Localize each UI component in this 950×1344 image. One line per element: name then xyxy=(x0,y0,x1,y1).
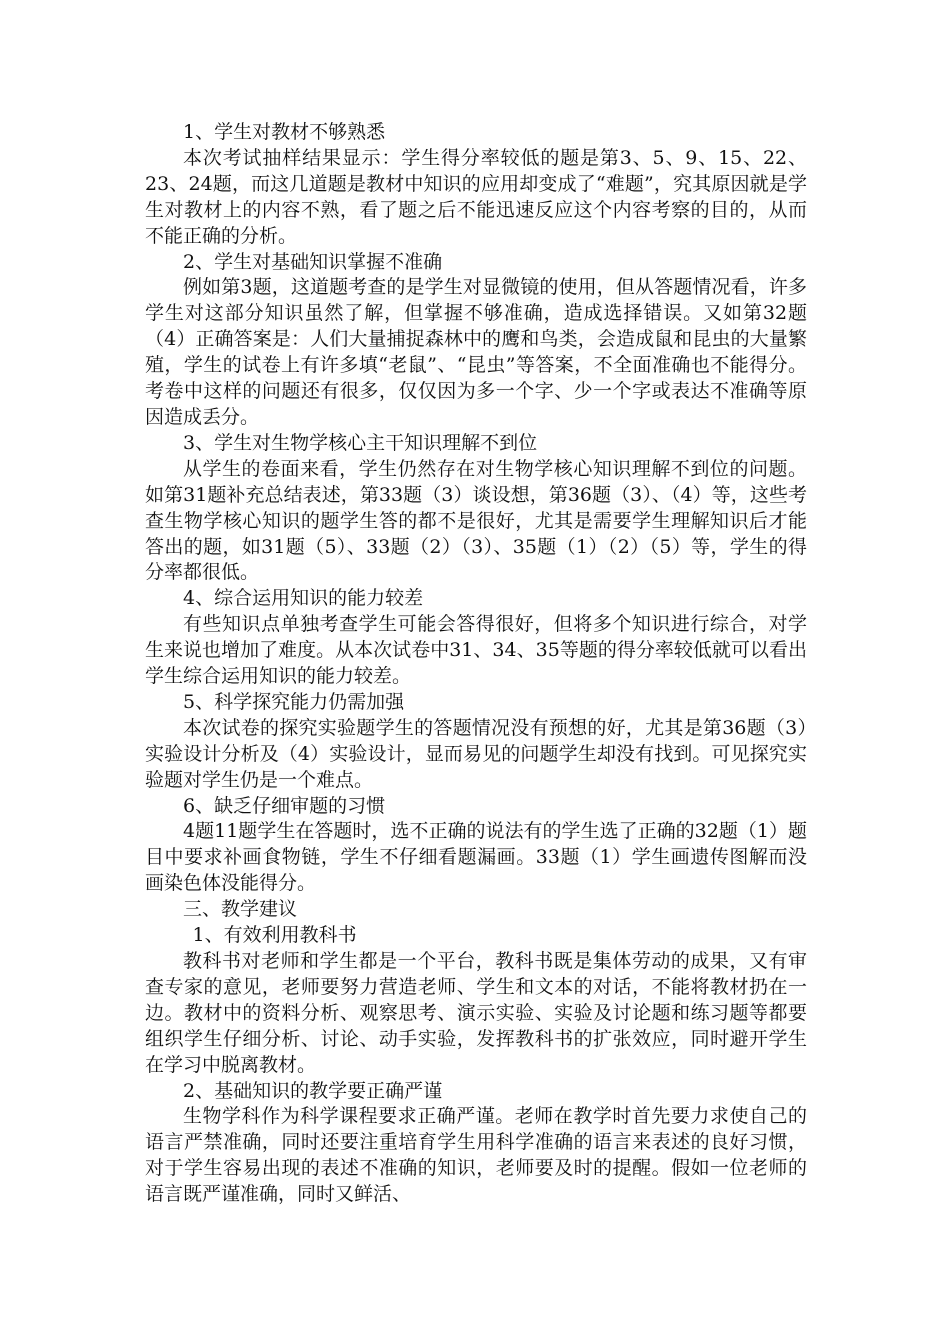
subsection-heading: 1、有效利用教科书 xyxy=(192,924,357,947)
subsection-body: 教科书对老师和学生都是一个平台，教科书既是集体劳动的成果，又有审查专家的意见，老师要努力营造老师、学生和文本的对话，不能将教材扔在一边。教材中的资料分析、观察思考、演示实验、实验及讨论题和练习题等都要组织学生仔细分析、讨论、动手实验，发挥教科书的扩张效应，同时避开学生在学习中脱离教材。 xyxy=(145,950,807,1076)
section-heading: 1、学生对教材不够熟悉 xyxy=(183,121,386,143)
section-body: 有些知识点单独考查学生可能会答得很好，但将多个知识进行综合，对学生来说也增加了难度。从本次试卷中31、34、35等题的得分率较低就可以看出学生综合运用知识的能力较差。 xyxy=(145,613,807,688)
section-body: 本次试卷的探究实验题学生的答题情况没有预想的好，尤其是第36题（3）实验设计分析及（4）实验设计，显而易见的问题学生却没有找到。可见探究实验题对学生仍是一个难点。 xyxy=(145,716,807,791)
section-body: 4题11题学生在答题时，选不正确的说法有的学生选了正确的32题（1）题目中要求补画食物链，学生不仔细看题漏画。33题（1）学生画遗传图解而没画染色体没能得分。 xyxy=(145,820,807,895)
section-heading: 3、学生对生物学核心主干知识理解不到位 xyxy=(183,431,538,454)
section-body: 例如第3题，这道题考查的是学生对显微镜的使用，但从答题情况看，许多学生对这部分知识虽然了解，但掌握不够准确，造成选择错误。又如第32题（4）正确答案是：人们大量捕捉森林中的鹰和鸟类，会造成鼠和昆虫的大量繁殖，学生的试卷上有许多填“老鼠”、“昆虫”等答案，不全面准确也不能得分。考卷中这样的问题还有很多，仅仅因为多一个字、少一个字或表达不准确等原因造成丢分。 xyxy=(145,276,807,428)
section-body: 本次考试抽样结果显示：学生得分率较低的题是第3、5、9、15、22、23、24题，而这几道题是教材中知识的应用却变成了“难题”，究其原因就是学生对教材上的内容不熟，看了题之后不能迅速反应这个内容考察的目的，从而不能正确的分析。 xyxy=(145,146,807,247)
section-heading: 6、缺乏仔细审题的习惯 xyxy=(183,794,386,817)
subsection-heading: 2、基础知识的教学要正确严谨 xyxy=(183,1079,443,1102)
section-heading: 5、科学探究能力仍需加强 xyxy=(183,690,405,713)
section-body: 从学生的卷面来看，学生仍然存在对生物学核心知识理解不到位的问题。如第31题补充总结表述，第33题（3）谈设想，第36题（3）、（4）等，这些考查生物学核心知识的题学生答的都不是很好，尤其是需要学生理解知识后才能答出的题，如31题（5）、33题（2）（3）、35题（1）（2）（5）等，学生的得分率都很低。 xyxy=(145,457,807,584)
subsection-body: 生物学科作为科学课程要求正确严谨。老师在教学时首先要力求使自己的语言严禁准确，同时还要注重培育学生用科学准确的语言来表述的良好习惯，对于学生容易出现的表述不准确的知识，老师要及时的提醒。假如一位老师的语言既严谨准确，同时又鲜活、 xyxy=(145,1105,807,1206)
part-heading: 三、教学建议 xyxy=(183,898,298,921)
document-page xyxy=(145,120,807,1208)
section-heading: 4、综合运用知识的能力较差 xyxy=(183,587,424,610)
section-heading: 2、学生对基础知识掌握不准确 xyxy=(183,250,443,273)
